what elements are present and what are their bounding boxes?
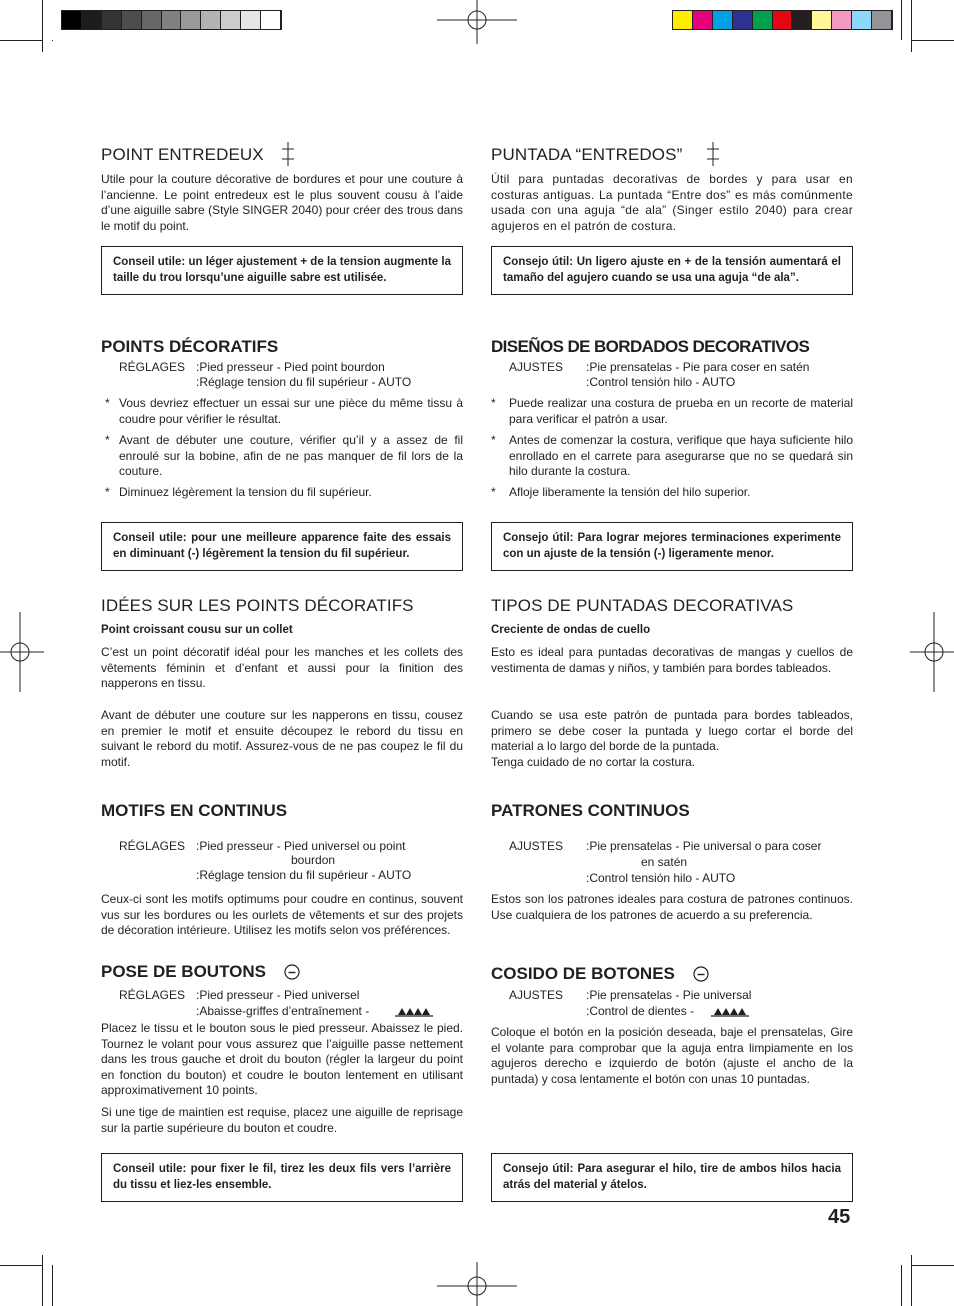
gray-swatch: [221, 11, 241, 29]
color-swatch: [713, 11, 733, 29]
es-tipos-p3: Tenga cuidado de no cortar la costura.: [491, 755, 696, 769]
es-tipos-subtitle: Creciente de ondas de cuello: [491, 624, 651, 636]
fr-bullet: * Avant de débuter une couture, vérifier qu’il y a assez de fil enroulé sur la bobine, afin de ne pas manquer de fil lors de la couture.: [105, 433, 463, 478]
es-botones-p1: Coloque el botón en la posición deseada, baje el prensatelas, Gire el volante para comprobar que la aguja entra limpiamente en los agujeros derecho e izquierdo de botón (ajuste el ancho de la puntada) y cosa lentamente el botón con unas 10 puntadas.: [491, 1025, 853, 1086]
fr-entredeux-body: Utile pour la couture décorative de bordures et pour une couture à l’ancienne. Le point entredeux est le plus souvent cousu à l’aide d’une aiguille sabre (Style SINGER 2040) pour créer des trous dans le motif du point.: [101, 172, 463, 233]
settings-label: AJUSTES: [509, 988, 564, 1002]
settings-line: :Pie prensatelas - Pie universal: [586, 988, 752, 1002]
gray-swatch: [261, 11, 281, 29]
fr-continus-body: Ceux-ci sont les motifs optimums pour coudre en continus, souvent vus sur les bordures ou les ourlets de vêtements et sur des projets de décoration intérieure. Utilisez les motifs selon vos préférences.: [101, 892, 463, 937]
button-sew-icon: [284, 964, 300, 980]
es-botones-settings: [509, 988, 849, 1020]
es-continuos-title: PATRONES CONTINUOS: [491, 801, 690, 820]
gray-swatch: [241, 11, 261, 29]
button-sew-icon: [693, 966, 709, 982]
color-swatch: [812, 11, 832, 29]
settings-line: :Réglage tension du fil supérieur - AUTO: [196, 375, 412, 389]
fr-entredeux-title: POINT ENTREDEUX: [101, 145, 264, 164]
es-continuos-settings: [509, 839, 849, 887]
settings-line: bourdon: [291, 853, 336, 867]
es-botones-heading: [491, 964, 709, 984]
settings-line: :Pied presseur - Pied universel: [196, 988, 360, 1002]
gray-swatch: [201, 11, 221, 29]
gray-swatch: [102, 11, 122, 29]
es-botones-tip: Consejo útil: Para asegurar el hilo, tire de ambos hilos hacia atrás del material y átelos.: [491, 1153, 853, 1202]
fr-idees-p2: Avant de débuter une couture sur les napperons en tissu, cousez en premier le motif et ensuite découpez le rebord du tissu en suivant le rebord du motif. Assurez-vous de ne pas coupez le fil du motif.: [101, 708, 463, 769]
color-swatch: [832, 11, 852, 29]
settings-label: AJUSTES: [509, 839, 564, 853]
color-swatch: [792, 11, 812, 29]
fr-boutons-tip: Conseil utile: pour fixer le fil, tirez les deux fils vers l’arrière du tissu et liez-les ensemble.: [101, 1153, 463, 1202]
settings-label: RÉGLAGES: [119, 839, 186, 853]
gray-swatch: [181, 11, 201, 29]
settings-line: :Pied presseur - Pied universel ou point: [196, 839, 406, 853]
gray-swatch: [142, 11, 162, 29]
fr-boutons-p1: Placez le tissu et le bouton sous le pied presseur. Abaissez le pied. Tournez le volant pour vous assurez que l’aiguille passe nettement dans les trous gauche et droit du bouton (régler la largeur du point en fonction du bouton) et coudre le bouton lentement en utilisant approximativement 10 points.: [101, 1021, 463, 1097]
es-tipos-p2: Cuando se usa este patrón de puntada para bordes tableados, primero se debe coser la puntada y luego cortar el borde del material a lo largo del borde de la puntada.: [491, 708, 853, 753]
fr-bullet: * Vous devriez effectuer un essai sur une pièce du même tissu à coudre pour vérifier le résultat.: [105, 396, 463, 426]
es-disenos-settings: [509, 360, 849, 392]
settings-line: :Pie prensatelas - Pie para coser en satén: [586, 360, 810, 374]
fr-decoratifs-tip: Conseil utile: pour une meilleure apparence faite des essais en diminuant (-) légèrement la tension du fil supérieur.: [101, 522, 463, 571]
fr-entredeux-heading: [101, 142, 294, 166]
fr-decoratifs-title: POINTS DÉCORATIFS: [101, 337, 279, 356]
settings-line: :Abaisse-griffes d’entraînement -: [196, 1004, 370, 1018]
gray-color-bar: [61, 10, 282, 30]
es-disenos-title: DISEÑOS DE BORDADOS DECORATIVOS: [491, 337, 810, 356]
fr-idees-p1: C’est un point décoratif idéal pour les manches et les collets des vêtements féminin et d’enfant et aussi pour la finition des napperons en tissu.: [101, 645, 463, 690]
es-tipos-p1: Esto es ideal para puntadas decorativas de mangas y cuellos de vestimenta de damas y niños, y también para bordes tableados.: [491, 645, 853, 675]
gray-swatch: [162, 11, 182, 29]
color-swatch: [693, 11, 713, 29]
es-botones-title: COSIDO DE BOTONES: [491, 964, 675, 983]
color-swatch: [773, 11, 793, 29]
settings-label: RÉGLAGES: [119, 988, 186, 1002]
es-disenos-tip: Consejo útil: Para lograr mejores terminaciones experimente con un ajuste de la tensión (-) ligeramente menor.: [491, 522, 853, 571]
es-tipos-title: TIPOS DE PUNTADAS DECORATIVAS: [491, 596, 794, 615]
settings-line: :Réglage tension du fil supérieur - AUTO: [196, 868, 412, 882]
fr-idees-subtitle: Point croissant cousu sur un collet: [101, 624, 293, 636]
es-bullet: * Puede realizar una costura de prueba en un recorte de material para verificar el patrón a usar.: [491, 396, 853, 426]
settings-line: :Pied presseur - Pied point bourdon: [196, 360, 385, 374]
settings-label: AJUSTES: [509, 360, 564, 374]
es-entredos-tip: Consejo útil: Un ligero ajuste en + de la tensión aumentará el tamaño del agujero cuando se usa una aguja “de ala”.: [491, 246, 853, 295]
es-bullet: * Antes de comenzar la costura, verifique que haya suficiente hilo enrollado en el carrete para asegurarse que no se quedará sin hilo durante la costura.: [491, 433, 853, 478]
es-entredos-heading: [491, 142, 719, 166]
color-swatch: [673, 11, 693, 29]
registration-mark-left: [0, 612, 44, 692]
fr-continus-title: MOTIFS EN CONTINUS: [101, 801, 288, 820]
gray-swatch: [82, 11, 102, 29]
settings-line: :Pie prensatelas - Pie universal o para coser: [586, 839, 822, 853]
process-color-bar: [672, 10, 893, 30]
settings-line: :Control tensión hilo - AUTO: [586, 871, 736, 885]
color-swatch: [753, 11, 773, 29]
fr-bullet: * Diminuez légèrement la tension du fil supérieur.: [105, 485, 372, 499]
settings-line: :Control de dientes -: [586, 1004, 695, 1018]
es-continuos-body: Estos son los patrones ideales para costura de patrones continuos. Use cualquiera de los patrones de acuerdo a su preferencia.: [491, 892, 853, 922]
es-entredos-body: Útil para puntadas decorativas de bordes y para usar en costuras antiguas. La puntada “Entre dos” es más comúnmente usada con una aguja “de ala” (Singer estilo 2040) para crear agujeros en el patrón de costura.: [491, 172, 853, 233]
feed-dog-down-icon: [711, 1005, 749, 1017]
color-swatch: [733, 11, 753, 29]
fr-idees-title: IDÉES SUR LES POINTS DÉCORATIFS: [101, 596, 414, 615]
entredeux-stitch-icon: [282, 142, 294, 166]
fr-boutons-p2: Si une tige de maintien est requise, placez une aiguille de reprisage sur la partie supérieure du bouton et coudre.: [101, 1105, 463, 1135]
settings-line: en satén: [641, 855, 688, 869]
es-entredos-title: PUNTADA “ENTREDOS”: [491, 145, 683, 164]
color-swatch: [852, 11, 872, 29]
fr-boutons-title: POSE DE BOUTONS: [101, 962, 266, 981]
color-swatch: [872, 11, 892, 29]
settings-line: :Control tensión hilo - AUTO: [586, 375, 736, 389]
fr-continus-settings: [119, 839, 459, 885]
fr-decoratifs-settings: [119, 360, 459, 392]
registration-mark-bottom: [437, 1262, 517, 1306]
es-bullet: * Afloje liberamente la tensión del hilo superior.: [491, 485, 751, 499]
entredeux-stitch-icon: [707, 142, 719, 166]
registration-mark-right: [910, 612, 954, 692]
fr-boutons-heading: [101, 962, 300, 982]
feed-dog-down-icon: [395, 1005, 433, 1017]
gray-swatch: [62, 11, 82, 29]
settings-label: RÉGLAGES: [119, 360, 186, 374]
gray-swatch: [122, 11, 142, 29]
page-number: 45: [828, 1206, 851, 1228]
fr-entredeux-tip: Conseil utile: un léger ajustement + de la tension augmente la taille du trou lorsqu’une aiguille sabre est utilisée.: [101, 246, 463, 295]
registration-mark-top: [437, 0, 517, 44]
